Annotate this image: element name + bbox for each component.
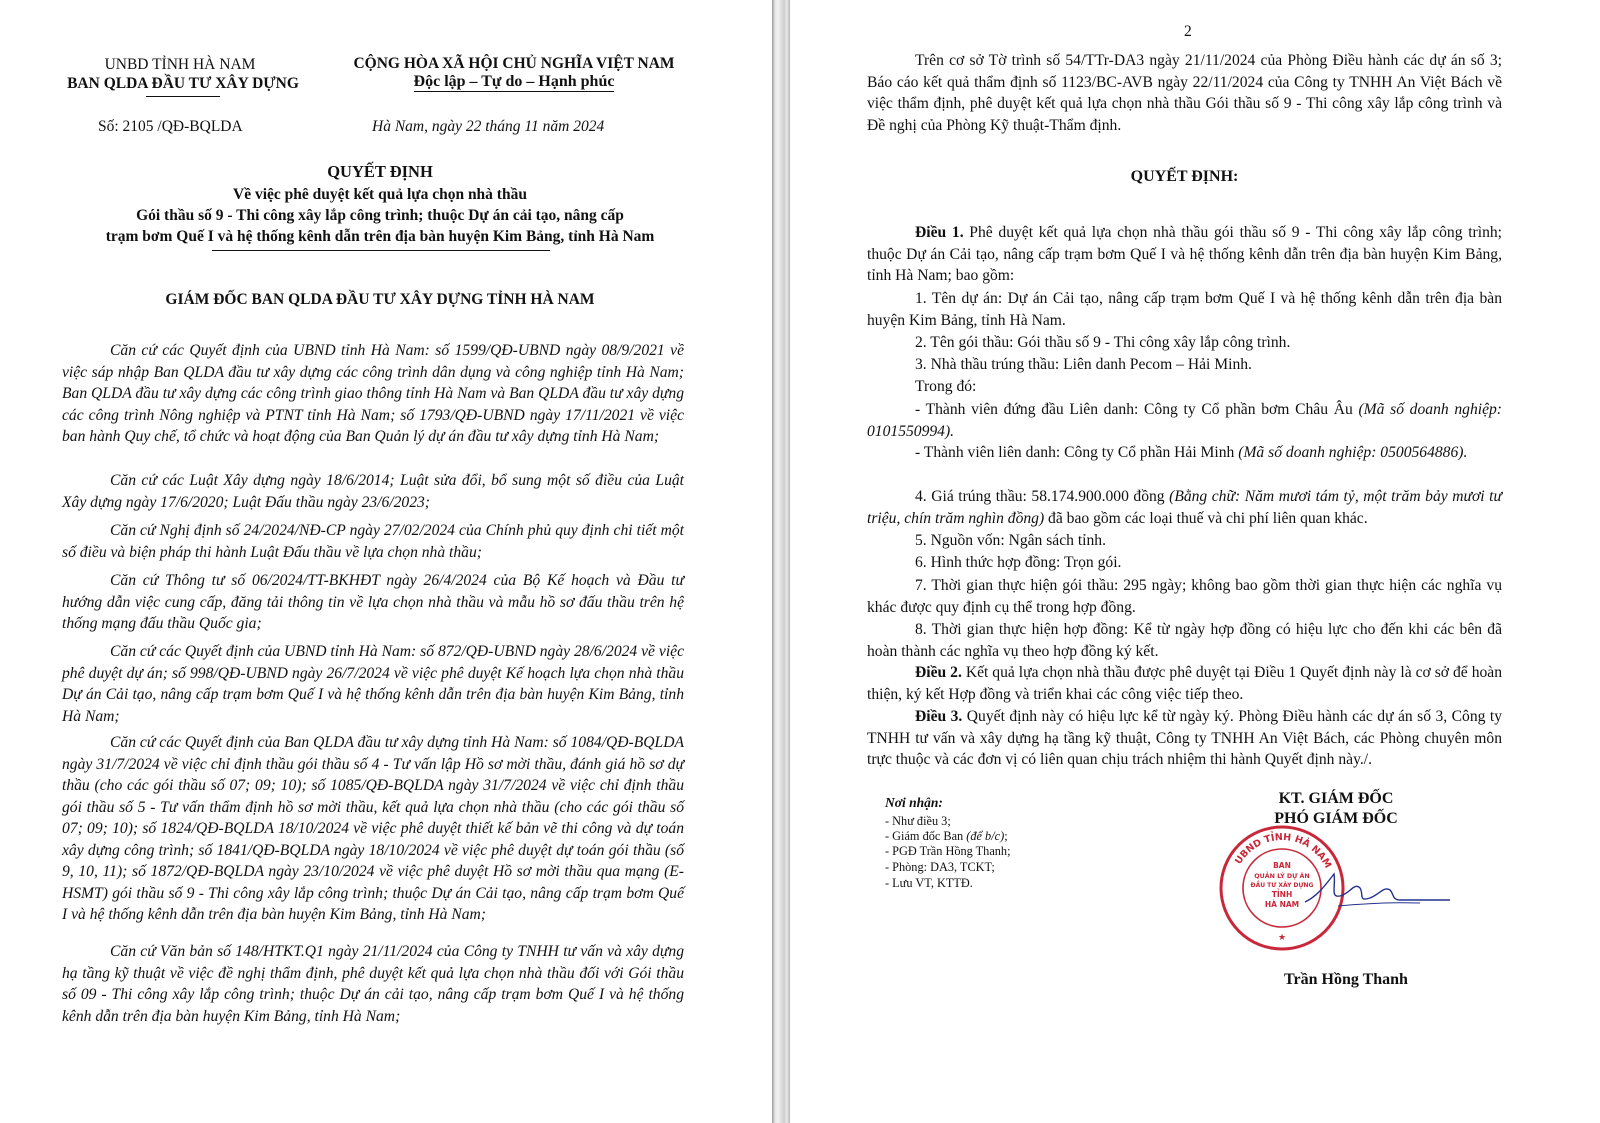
decision-heading: QUYẾT ĐỊNH:: [1130, 168, 1239, 185]
document-subtitle-line2: Gói thầu số 9 - Thi công xây lắp công trình; thuộc Dự án cải tạo, nâng cấp: [136, 207, 624, 224]
recital-5: [62, 641, 684, 727]
recipient-item: - Giám đốc Ban (để b/c);: [885, 829, 1008, 843]
seal-center-line: ĐẦU TƯ XÂY DỰNG: [1250, 882, 1314, 889]
member-1-code: (Mã số doanh nghiệp: 0101550994).: [867, 401, 1502, 440]
item-4-amount-in-words: (Bằng chữ: Năm mươi tám tỷ, một trăm bảy mươi tư triệu, chín trăm nghìn đồng): [867, 488, 1502, 527]
member-1: [867, 399, 1502, 442]
intro-text: Trên cơ sở Tờ trình số 54/TTr-DA3 ngày 21/11/2024 của Phòng Điều hành các dự án số 3; Báo cáo kết quả thẩm định số 1123/BC-AVB ngày 22/11/2024 của Công ty TNHH An Việt Bách về việc thẩm định, phê duyệt kết quả lựa chọn nhà thầu Gói thầu số 9 - Thi công xây lắp công trình và Đề nghị của Phòng Kỹ thuật-Thẩm định.: [867, 52, 1502, 134]
seal-center-line: QUẢN LÝ DỰ ÁN: [1254, 873, 1310, 880]
recipients-heading: Nơi nhận:: [885, 795, 943, 810]
recital-4: [62, 570, 684, 635]
article-2-label: Điều 2.: [915, 664, 962, 681]
recital-3: [62, 520, 684, 563]
item-2: 2. Tên gói thầu: Gói thầu số 9 - Thi công xây lắp công trình.: [915, 334, 1291, 351]
recital-2: [62, 470, 684, 513]
place-date: Hà Nam, ngày 22 tháng 11 năm 2024: [372, 118, 605, 135]
recital-6: [62, 732, 684, 926]
agency-name-line1: UNBD TỈNH HÀ NAM: [104, 56, 256, 73]
recital-1: [62, 340, 684, 448]
nation-name: CỘNG HÒA XÃ HỘI CHỦ NGHĨA VIỆT NAM: [353, 55, 675, 72]
document-page-1: [0, 0, 772, 1123]
item-4-text: 4. Giá trúng thầu: 58.174.900.000 đồng: [915, 488, 1170, 505]
article-1-text: Phê duyệt kết quả lựa chọn nhà thầu gói thầu số 9 - Thi công xây lắp công trình; thuộc Dự án Cải tạo, nâng cấp trạm bơm Quế I và hệ thống kênh dẫn trên địa bàn huyện Kim Bảng, tỉnh Hà Nam; bao gồm:: [867, 224, 1502, 285]
signature-icon: [1300, 866, 1460, 921]
document-subtitle-line3: trạm bơm Quế I và hệ thống kênh dẫn trên địa bàn huyện Kim Bảng, tỉnh Hà Nam: [105, 228, 655, 245]
issuing-authority: GIÁM ĐỐC BAN QLDA ĐẦU TƯ XÂY DỰNG TỈNH HÀ NAM: [165, 291, 595, 308]
seal-center-line: HÀ NAM: [1264, 900, 1300, 909]
recital-7: [62, 941, 684, 1027]
recital-1-text: Căn cứ các Quyết định của UBND tỉnh Hà Nam: số 1599/QĐ-UBND ngày 08/9/2021 về việc sáp nhập Ban QLDA đầu tư xây dựng các công trình dân dụng và công nghiệp tỉnh Hà Nam; Ban QLDA đầu tư xây dựng các công trình giao thông tỉnh Hà Nam và Ban QLDA đầu tư xây dựng các công trình Nông nghiệp và PTNT tỉnh Hà Nam; số 1793/QĐ-UBND ngày 17/11/2021 về việc ban hành Quy chế, tổ chức và hoạt động của Ban Quản lý dự án đầu tư xây dựng tỉnh Hà Nam;: [62, 342, 684, 445]
document-title: QUYẾT ĐỊNH: [327, 162, 433, 181]
page-number: 2: [1184, 23, 1192, 40]
article-1: [867, 222, 1502, 287]
item-8-text: 8. Thời gian thực hiện hợp đồng: Kể từ ngày hợp đồng có hiệu lực cho đến khi các bên đã hoàn thành các nghĩa vụ theo hợp đồng ký kết.: [867, 621, 1502, 660]
article-1-label: Điều 1.: [915, 224, 964, 241]
recital-6-text: Căn cứ các Quyết định của Ban QLDA đầu tư xây dựng tỉnh Hà Nam: số 1084/QĐ-BQLDA ngày 31/7/2024 về việc chỉ định thầu gói thầu số 4 - Tư vấn lập Hồ sơ mời thầu, đánh giá hồ sơ dự thầu (cho các gói thầu số 07; 09; 10); số 1085/QĐ-BQLDA ngày 31/7/2024 về việc chỉ định thầu gói thầu số 5 - Tư vấn thẩm định hồ sơ mời thầu, kết quả lựa chọn nhà thầu (cho các gói thầu số 07; 09; 10); số 1824/QĐ-BQLDA 18/10/2024 về việc phê duyệt thiết kế bản vẽ thi công và dự toán xây dựng công trình; số 1841/QĐ-BQLDA ngày 18/10/2024 về việc phê duyệt dự toán gói thầu (số 9, 10, 11); số 1872/QĐ-BQLDA ngày 23/10/2024 về việc phê duyệt Hồ sơ mời thầu qua mạng (E-HSMT) gói thầu số 9 - Thi công xây lắp công trình; thuộc Dự án Cải tạo, nâng cấp trạm bơm Quế I và hệ thống kênh dẫn trên địa bàn huyện Kim Bảng, tỉnh Hà Nam;: [62, 734, 684, 923]
signer-title-1: KT. GIÁM ĐỐC: [1278, 790, 1394, 807]
item-1: [867, 288, 1502, 331]
article-3: [867, 706, 1502, 771]
recipient-item: - Như điều 3;: [885, 814, 951, 828]
document-number: Số: 2105 /QĐ-BQLDA: [98, 118, 243, 135]
recital-7-text: Căn cứ Văn bản số 148/HTKT.Q1 ngày 21/11/2024 của Công ty TNHH tư vấn và xây dựng hạ tầng kỹ thuật về việc đề nghị thẩm định, phê duyệt kết quả lựa chọn nhà thầu đối với Gói thầu số 09 - Thi công xây lắp công trình; thuộc Dự án cải tạo, nâng cấp trạm bơm Quế I và hệ thống kênh dẫn trên địa bàn huyện Kim Bảng, tỉnh Hà Nam;: [62, 943, 684, 1025]
member-2-code: (Mã số doanh nghiệp: 0500564886).: [1238, 444, 1468, 461]
item-1-text: 1. Tên dự án: Dự án Cải tạo, nâng cấp trạm bơm Quế I và hệ thống kênh dẫn trên địa bàn huyện Kim Bảng, tỉnh Hà Nam.: [867, 290, 1502, 329]
recital-2-text: Căn cứ các Luật Xây dựng ngày 18/6/2014; Luật sửa đổi, bổ sung một số điều của Luật Xây dựng ngày 17/6/2020; Luật Đấu thầu ngày 23/6/2023;: [62, 472, 684, 511]
item-6: 6. Hình thức hợp đồng: Trọn gói.: [915, 554, 1122, 571]
motto-text: Độc lập – Tự do – Hạnh phúc: [413, 73, 615, 90]
agency-name-line2: BAN QLDA ĐẦU TƯ XÂY DỰNG: [67, 75, 299, 92]
national-motto: [338, 73, 690, 92]
signer-title-2: PHÓ GIÁM ĐỐC: [1274, 810, 1398, 827]
document-page-2: [790, 0, 1600, 1123]
recital-4-text: Căn cứ Thông tư số 06/2024/TT-BKHĐT ngày 26/4/2024 của Bộ Kế hoạch và Đầu tư hướng dẫn việc cung cấp, đăng tải thông tin về lựa chọn nhà thầu và mẫu hồ sơ đấu thầu trên hệ thống mạng đấu thầu Quốc gia;: [62, 572, 684, 632]
svg-text:★: ★: [1277, 933, 1287, 943]
seal-center-line: BAN: [1273, 861, 1291, 870]
article-2: [867, 662, 1502, 705]
item-8: [867, 619, 1502, 662]
seal-center-line: TỈNH: [1271, 890, 1293, 899]
trong-do-label: Trong đó:: [915, 378, 977, 395]
item-7-text: 7. Thời gian thực hiện gói thầu: 295 ngày; không bao gồm thời gian thực hiện các nghĩa vụ khác được quy định cụ thể trong hợp đồng.: [867, 577, 1502, 616]
article-3-label: Điều 3.: [915, 708, 963, 725]
article-2-text: Kết quả lựa chọn nhà thầu được phê duyệt tại Điều 1 Quyết định này là cơ sở để hoàn thiện, ký kết Hợp đồng và triển khai các công việc tiếp theo.: [867, 664, 1503, 703]
document-subtitle-line1: Về việc phê duyệt kết quả lựa chọn nhà thầu: [233, 186, 527, 203]
article-3-text: Quyết định này có hiệu lực kể từ ngày ký. Phòng Điều hành các dự án số 3, Công ty TNHH tư vấn và xây dựng hạ tầng kỹ thuật, Công ty TNHH An Việt Bách, các Phòng chuyên môn trực thuộc và các đơn vị có liên quan chịu trách nhiệm thi hành Quyết định này./.: [867, 708, 1503, 769]
recital-5-text: Căn cứ các Quyết định của UBND tỉnh Hà Nam: số 872/QĐ-UBND ngày 28/6/2024 về việc phê duyệt dự án; số 998/QĐ-UBND ngày 26/7/2024 về việc phê duyệt Kế hoạch lựa chọn nhà thầu Dự án Cải tạo, nâng cấp trạm bơm Quế I và hệ thống kênh dẫn trên địa bàn huyện Kim Bảng, tỉnh Hà Nam;: [62, 643, 684, 725]
item-3: 3. Nhà thầu trúng thầu: Liên danh Pecom – Hải Minh.: [915, 356, 1252, 373]
item-5: 5. Nguồn vốn: Ngân sách tỉnh.: [915, 532, 1107, 549]
item-4: [867, 486, 1502, 529]
signer-name: Trần Hồng Thanh: [1284, 971, 1408, 988]
member-1-text: - Thành viên đứng đầu Liên danh: Công ty Cổ phần bơm Châu Âu: [915, 401, 1359, 418]
recipient-item: - Lưu VT, KTTĐ.: [885, 876, 973, 890]
recital-3-text: Căn cứ Nghị định số 24/2024/NĐ-CP ngày 27/02/2024 của Chính phủ quy định chi tiết một số điều và biện pháp thi hành Luật Đấu thầu về lựa chọn nhà thầu;: [62, 522, 684, 561]
page-gutter: [772, 0, 790, 1123]
subtitle-underline: [212, 250, 550, 251]
recipient-item: - PGĐ Trần Hồng Thanh;: [885, 844, 1011, 858]
member-2-text: - Thành viên liên danh: Công ty Cổ phần Hải Minh: [915, 444, 1239, 461]
recipient-item: - Phòng: DA3, TCKT;: [885, 860, 995, 874]
item-4-tail: đã bao gồm các loại thuế và chi phí liên quan khác.: [1044, 509, 1368, 527]
agency-divider: [146, 96, 220, 97]
member-2: [867, 442, 1502, 464]
intro-paragraph: [867, 50, 1502, 136]
seal-ring-text: UBND TỈNH HÀ NAM: [1233, 831, 1334, 871]
item-7: [867, 575, 1502, 618]
